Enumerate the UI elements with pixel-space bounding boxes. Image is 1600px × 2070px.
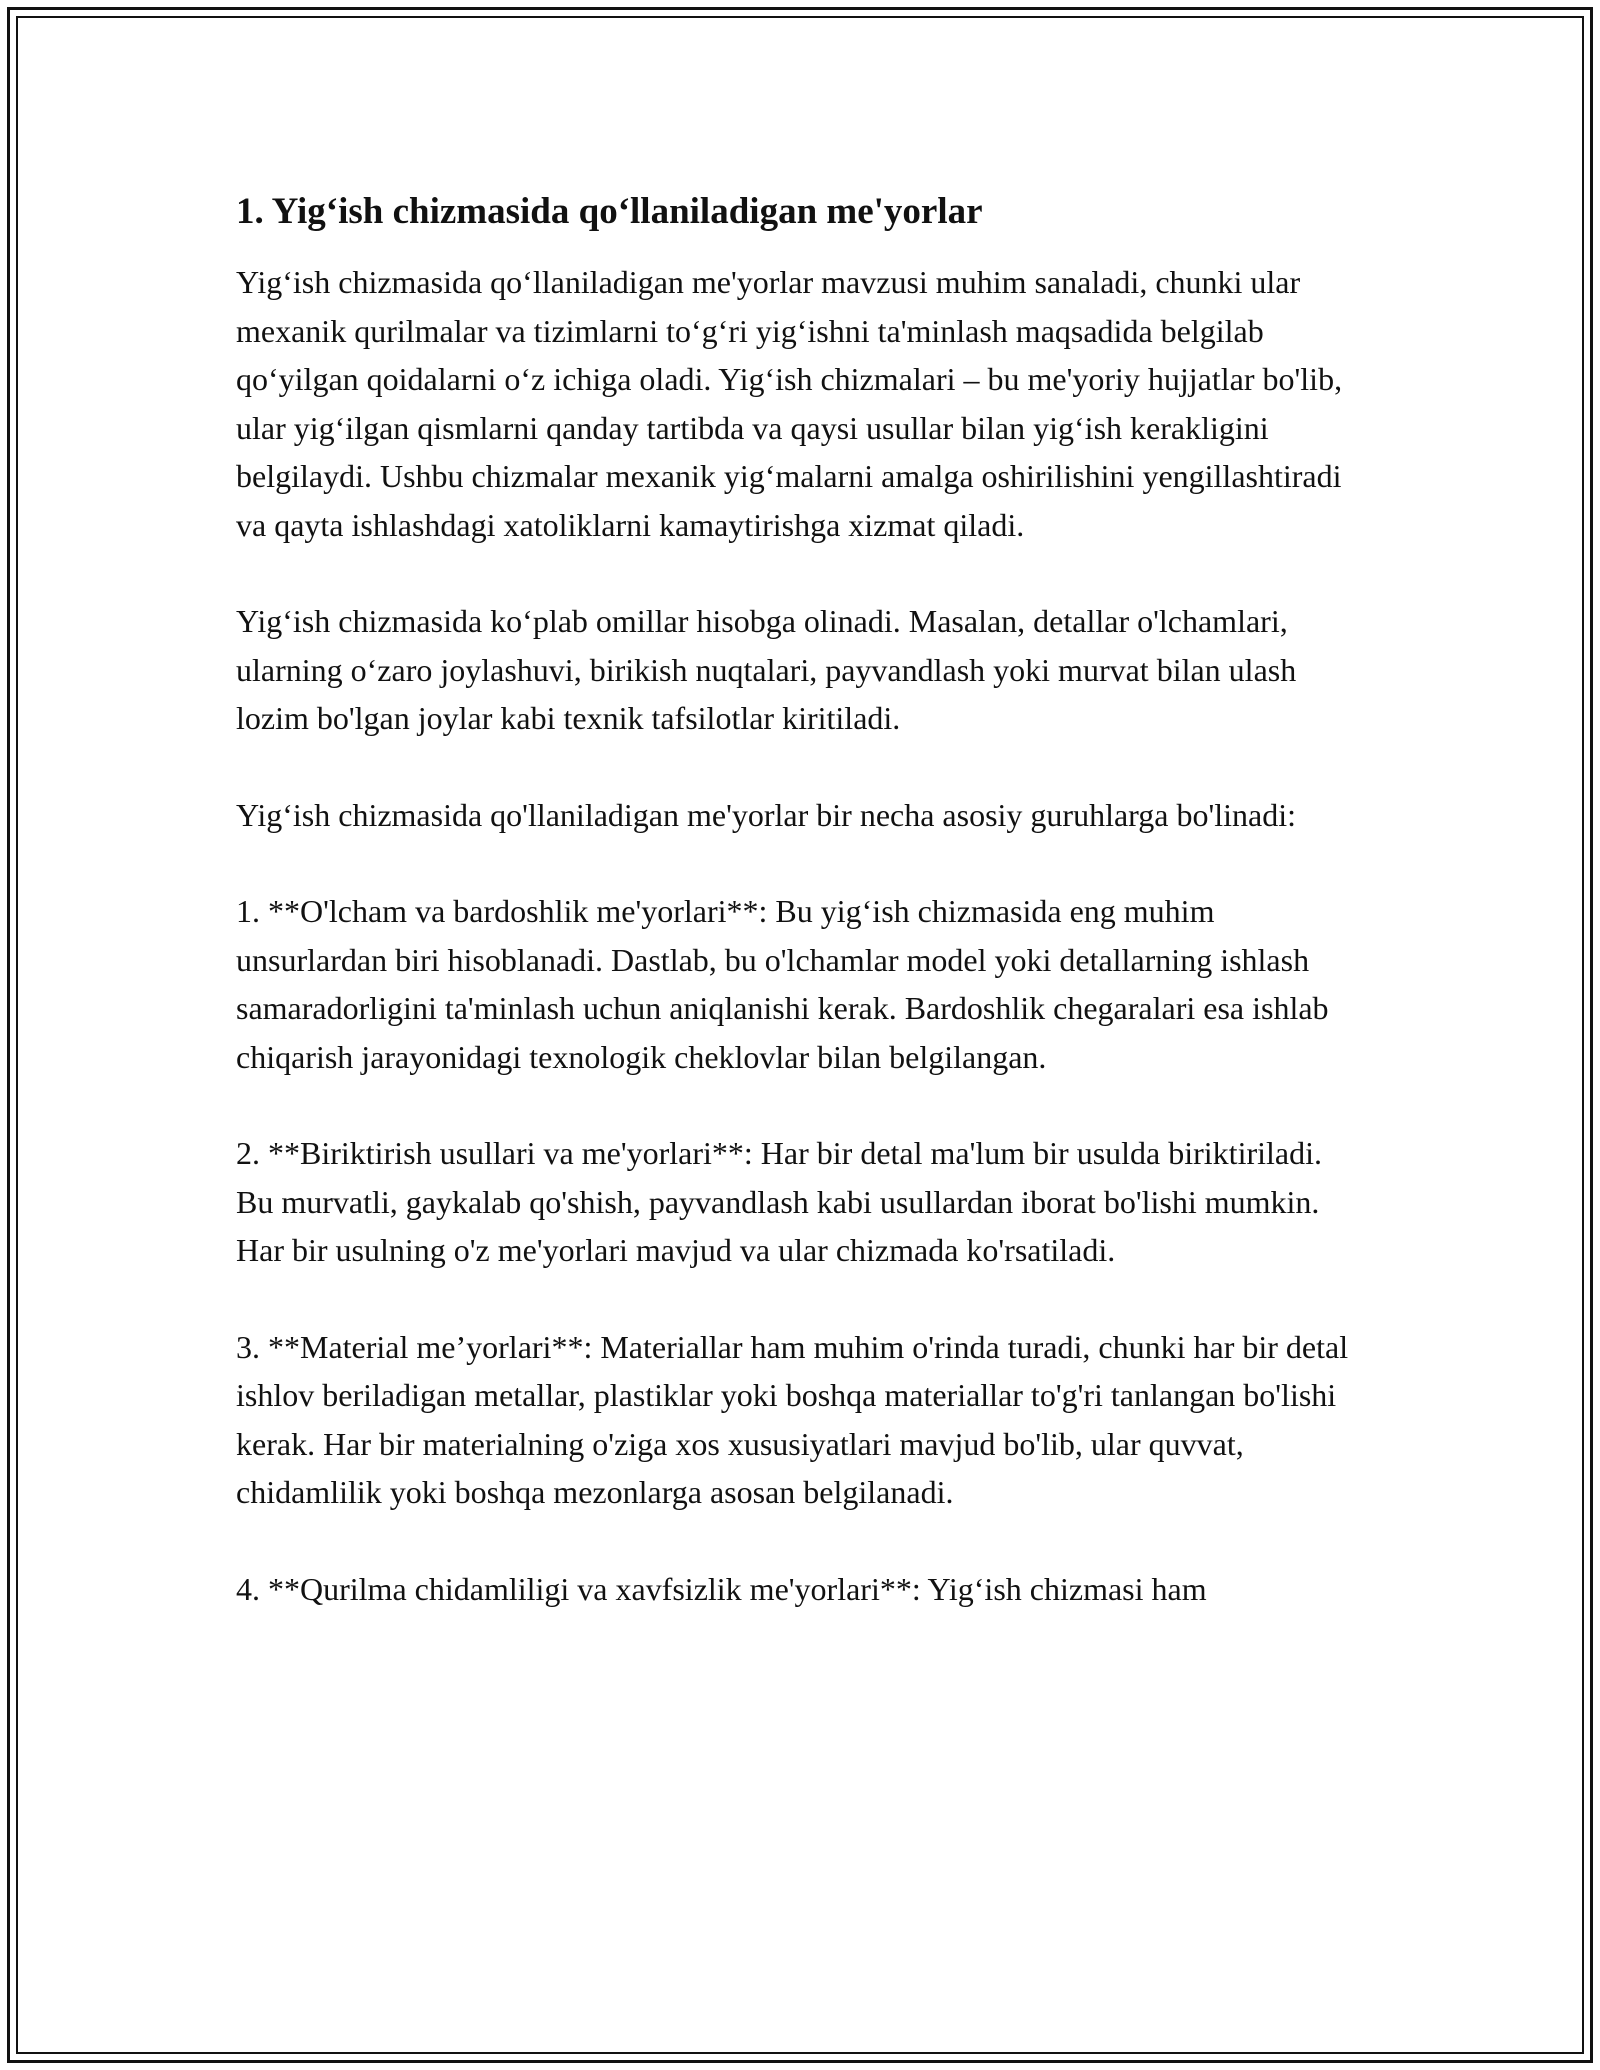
list-item-material-standards: 3. **Material me’yorlari**: Materiallar ham muhim o'rinda turadi, chunki har bir detal ishlov beriladigan metallar, plastiklar yoki boshqa materiallar to'g'ri tanlangan bo'lishi kerak. Har bir materialning o'ziga xos xususiyatlari mavjud bo'lib, ular quvvat, chidamlilik yoki boshqa mezonlarga asosan belgilanadi. bbox=[236, 1328, 1349, 1510]
document-body bbox=[236, 186, 1366, 1613]
list-item-dimension-tolerance: 1. **O'lcham va bardoshlik me'yorlari**: Bu yig‘ish chizmasida eng muhim unsurlardan biri hisoblanadi. Dastlab, bu o'lchamlar model yoki detallarning ishlash samaradorligini ta'minlash uchun aniqlanishi kerak. Bardoshlik chegaralari esa ishlab chiqarish jarayonidagi texnologik cheklovlar bilan belgilangan. bbox=[236, 893, 1329, 1075]
section-heading: 1. Yig‘ish chizmasida qo‘llaniladigan me'yorlar bbox=[236, 191, 983, 232]
list-item-joining-methods: 2. **Biriktirish usullari va me'yorlari**: Har bir detal ma'lum bir usulda biriktiriladi. Bu murvatli, gaykalab qo'shish, payvandlash kabi usullardan iborat bo'lishi mumkin. Har bir usulning o'z me'yorlari mavjud va ular chizmada ko'rsatiladi. bbox=[236, 1135, 1322, 1268]
factors-paragraph: Yig‘ish chizmasida ko‘plab omillar hisobga olinadi. Masalan, detallar o'lchamlari, ularning o‘zaro joylashuvi, birikish nuqtalari, payvandlash yoki murvat bilan ulash lozim bo'lgan joylar kabi texnik tafsilotlar kiritiladi. bbox=[236, 603, 1297, 736]
groups-intro-paragraph: Yig‘ish chizmasida qo'llaniladigan me'yorlar bir necha asosiy guruhlarga bo'linadi: bbox=[236, 796, 1296, 833]
list-item-durability-safety: 4. **Qurilma chidamliligi va xavfsizlik me'yorlari**: Yig‘ish chizmasi ham bbox=[236, 1570, 1207, 1607]
intro-paragraph: Yig‘ish chizmasida qo‘llaniladigan me'yorlar mavzusi muhim sanaladi, chunki ular mexanik qurilmalar va tizimlarni to‘g‘ri yig‘ishni ta'minlash maqsadida belgilab qo‘yilgan qoidalarni o‘z ichiga oladi. Yig‘ish chizmalari – bu me'yoriy hujjatlar bo'lib, ular yig‘ilgan qismlarni qanday tartibda va qaysi usullar bilan yig‘ish kerakligini belgilaydi. Ushbu chizmalar mexanik yig‘malarni amalga oshirilishini yengillashtiradi va qayta ishlashdagi xatoliklarni kamaytirishga xizmat qiladi. bbox=[236, 264, 1343, 543]
